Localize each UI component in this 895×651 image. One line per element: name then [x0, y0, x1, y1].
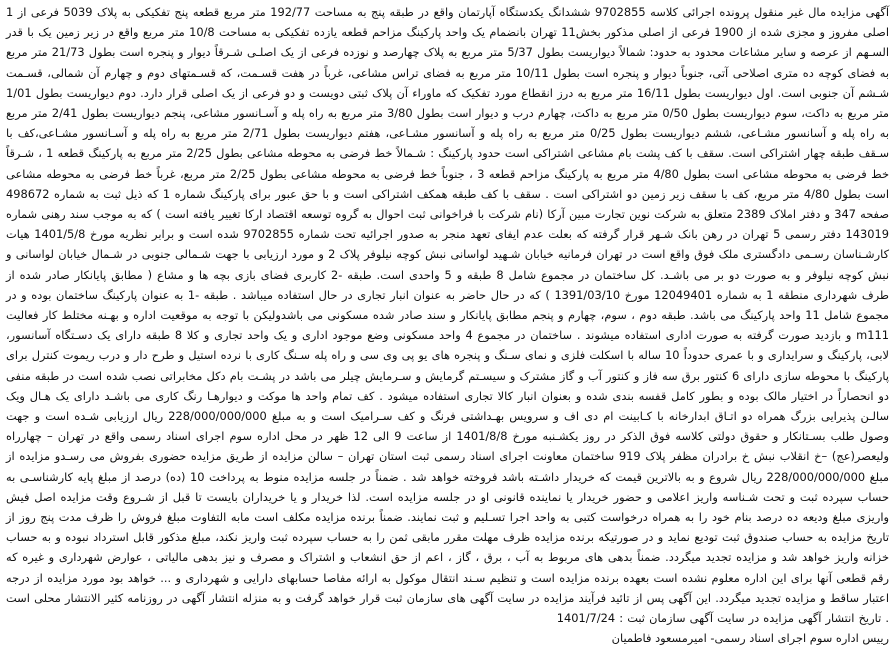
notice-body-text: آگهی مزایده مال غیر منقول پرونده اجرائی کلاسه 9702855 ششدانگ یکدستگاه آپارتمان واقع در طبقه پنج به مساحت 192/77 متر مربع قطعه پنج تفکیکی به پلاک 5039 فرعی از 1 اصلی مفروز و مجزی شده از 1900 فرعی از اصلی مذکور بخش11 تهران بانضمام یک واحد پارکینگ مزاحم قطعه یازده تفکیکی به مساحت 10/8 متر مربع واقع در زیر زمین یک با قدر السـهم از عرصه و سایر مشاعات محدود به حدود: شمالاً دیواریست بطول 5/37 متر مربع به پلاک چهارصد و نوزده فرعی از یک اصلـی شـرقاً دیوار و پنجره است بطول 21/73 متر مربع به فضای کوچه ده متری اصلاحی آتی، جنوباً دیوار و پنجره است بطول 10/11 متر مربع به فضای تراس مشاعی، غرباً در هفت قسـمت، که قسـمتهای دوم و چهارم آن شمالی، قسـمت شـشم آن جنوبی است. اول دیواریست بطول 16/11 متر مربع به درز انقطاع مورد تفکیک که ماوراء آن پلاک ثبتی دویست و دو فرعی از یک اصلی قرار دارد. دوم دیواریست بطول 1/01 متر مربع به داکت، سوم دیواریست بطول 0/50 متر مربع به داکت، چهارم درب و دیوار است بطول 3/80 متر مربع به راه پله و آسـانسور مشاعی، پنجم دیواریست بطول 2/41 متر مربع به راه پله و آسانسور مشـاعی، ششم دیواریست بطول 0/25 متر مربع به راه پله و آسانسور مشـاعی، هفتم دیواریست بطول 2/71 متر مربع به راه پله و آسـانسور مشـاعی،کف با سـقف طبقه چهار اشتراکی است. سقف با کف پشت بام مشاعی اشتراکی است حدود پارکینگ : شـمالاً خط فرضی به محوطه مشاعی بطول 2/25 متر مربع به پارکینگ قطعه 1 ، شـرقاً خط فرضی به محوطه مشاعی است بطول 4/80 متر مربع به پارکینگ مزاحم قطعه 3 ، جنوباً خط فرضی به محوطه مشاعی بطول 2/25 متر مربع، غرباً خط فرضی به محوطه مشاعی است بطول 4/80 متر مربع، کف با سقف زیر زمین دو اشتراکی است . سقف با کف طبقه همکف اشتراکی است و با حق عبور برای پارکینگ شماره 1 که ذیل ثبت به شماره 498672 صفحه 347 و دفتر املاک 2389 متعلق به شرکت نوین تجارت مبین آرکا (نام شرکت با فراخوانی ثبت احوال به گروه توسعه اقتصاد ارکا تغییر یافته است ) که به موجب سند رهنی شماره 143019 دفتر رسمی 5 تهران در رهن بانک شـهر قرار گرفته که بعلت عدم ایفای تعهد منجر به صدور اجرائیه تحت شماره 9702855 شده است و برابر نظریه مورخ 1401/5/8 هیات کارشـناسان رسـمی دادگستری ملک فوق واقع است در تهران فرمانیه خیابان شـهید لواسانی نبش کوچه نیلوفر پلاک 2 و مورد ارزیابی با جهت شـمالی جنوبی در شـمال خیابان لواسانی و نبش کوچه نیلوفر و به صورت دو بر می باشـد. کل ساختمان در مجموع شامل 8 طبقه و 5 واحدی است. طبقه -2 کاربری فضای بازی بچه ها و مشاع ( مطابق پایانکار صادر شده از طرف شهرداری منطقه 1 به شماره 12049401 مورخ 1391/03/10 ) که در حال حاضر به عنوان انبار تجاری در حال استفاده میباشد . طبقه -1 به عنوان پارکینگ ساختمان بوده و در مجموع شامل 11 واحد پارکینگ می باشد. طبقه دوم ، سوم، چهارم و پنجم مطابق پایانکار و سند صادر شده مسکونی می باشدولیکن با توجه به موقعیت اداره و بهـنه مختلط کار فعالیت m111 و بازدید صورت گرفته به صورت اداری استفاده میشوند . ساختمان در مجموع 4 واحد مسکونی وضع موجود اداری و یک واحد تجاری و کلا 8 طبقه دارای یک دسـتگاه آسانسور، لابی، پارکینگ و سرایداری و با عمری حدوداً 10 ساله با اسکلت فلزی و نمای سـنگ و پنجره های یو پی وی سی و راه پله سـنگ کاری با نرده استیل و طرح دار و درب ریموت کنترل برای پارکینگ با محوطه سازی دارای 6 کنتور برق سه فاز و کنتور آب و گاز مشترک و سیسـتم گرمایش و سـرمایش چیلر می باشد در پشـت بام دکل مخابراتی نصب شده است در طبقه منفی دو انحصاراً در اختیار مالک بوده و بطور کامل قفسه بندی شده و بعنوان انبار کالا تجاری استفاده میشود . کف تمام واحد ها موکت و دیوارهـا رنگ کاری می باشـد دارای یک هـال ویک سالـن پذیرایی بزرگ همراه دو اتـاق ابدارخانه با کـابینت ام دی اف و سرویس بهـداشتی فرنگ و کف سـرامیک است و به مبلغ 228/000/000/000 ریال ارزیابی شـده است و جهت وصول طلب بسـتانکار و حقوق دولتی کلاسه فوق الذکر در روز یکشـنبه مورخ 1401/8/8 از ساعت 9 الی 12 ظهر در محل اداره سوم اجرای اسناد رسمی واقع در تهران – چهارراه ولیعصر(عج) –خ انقلاب نبش خ برادران مظفر پلاک 919 ساختمان معاونت اجرای اسناد رسمی ثبت استان تهران – سالن مزایده از طریق مزایده حضوری بفروش می رسـدو مزایده از مبلغ 228/000/000/000 ریال شروع و به بالاترین قیمت که خریدار داشـته باشد فروخته خواهد شد . ضمناً در جلسه مزایده منوط به پرداخت 10 (ده) درصد از مبلغ پایه کارشناسـی به حساب سپرده ثبت و تحت شـناسه واریز اعلامی و حضور خریدار یا نماینده قانونی او در جلسه مزایده است. لذا خریدار و یا خریداران بایست تا قبل از شـروع وقت مزایده اصل فیش واریزی مبلغ ودیعه ده درصد بنام خود را به همراه درخواست کتبی به واحد اجرا تسـلیم و ثبت نمایند. ضمناً برنده مزایده مکلف است مابه التفاوت مبلغ فروش را ظرف مدت پنج روز از تاریخ مزایده به حساب صندوق ثبت توديع نماید و در صورتیکه برنده مزایده ظرف مهلت مقرر مابقی ثمن را به حساب سپرده ثبت واریز نکند، مبلغ مذکور قابل استرداد نبوده و به حساب خزانه واریز خواهد شد و مزایده تجدید میگردد. ضمناً بدهی های مربوط به آب ، برق ، گاز ، اعم از حق انشعاب و اشتراک و مصرف و نیز بدهی مالیاتی ، عوارض شهرداری و غیره که رقم قطعی آنها برای این اداره معلوم نشده است بعهده برنده مزایده است و تنظیم سـند انتقال موکول به ارائه مفاصا حسابهای دارایی و شهرداری و ... خواهد بود مورد مزایده از درجه اعتبار ساقط و مزایده تجدید میگردد. این آگهی پس از تائید فرآیند مزایده در سایت آگهی های سازمان ثبت قرار خواهد گرفت و به منزله انتشار آگهی در روزنامه کثیر الانتشار محلی است . تاریخ انتشار آگهی مزایده در سایت آگهی سازمان ثبت : 1401/7/24 [6, 5, 890, 626]
notice-signature: رییس اداره سوم اجرای اسناد رسمی- امیرمسعود فاطمیان [611, 631, 889, 646]
